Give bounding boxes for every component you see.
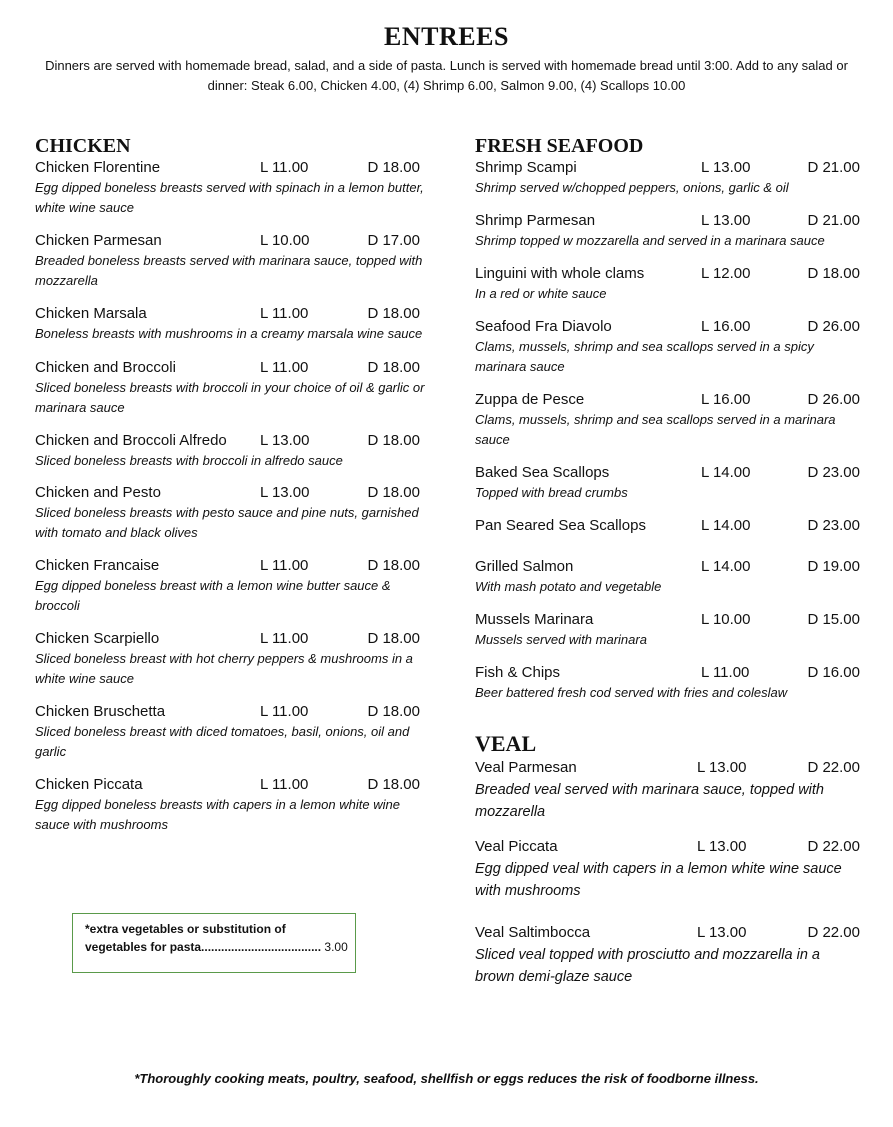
item-name: Chicken Bruschetta [35, 703, 166, 720]
item-name: Chicken Francaise [35, 557, 160, 574]
lunch-price: L 11.00 [260, 305, 309, 322]
veal-heading: VEAL [475, 731, 537, 756]
menu-item [475, 557, 870, 597]
item-name: Chicken Scarpiello [35, 630, 160, 647]
dinner-price: D 23.00 [807, 517, 860, 534]
item-description: Sliced boneless breast with hot cherry peppers & mushrooms in a white wine sauce [35, 651, 413, 686]
item-name: Baked Sea Scallops [475, 464, 610, 481]
item-description: Sliced boneless breasts with pesto sauce and pine nuts, garnished with tomato and black olives [35, 505, 419, 540]
lunch-price: L 11.00 [260, 359, 309, 376]
item-name: Chicken Florentine [35, 159, 161, 176]
lunch-price: L 11.00 [260, 630, 309, 647]
lunch-price: L 16.00 [701, 318, 751, 335]
lunch-price: L 11.00 [260, 159, 309, 176]
item-name: Veal Parmesan [475, 759, 577, 776]
lunch-price: L 10.00 [260, 232, 310, 249]
menu-item [35, 629, 430, 689]
lunch-price: L 13.00 [697, 924, 747, 941]
menu-item [475, 757, 870, 823]
item-description: Sliced boneless breast with diced tomatoes, basil, onions, oil and garlic [35, 724, 410, 759]
extra-vegetables-note [72, 913, 356, 973]
item-name: Veal Piccata [475, 838, 558, 855]
lunch-price: L 16.00 [701, 391, 751, 408]
item-description: Egg dipped veal with capers in a lemon white wine sauce with mushrooms [475, 861, 842, 899]
dinner-price: D 18.00 [807, 265, 860, 282]
menu-item [35, 231, 430, 291]
dinner-price: D 18.00 [367, 432, 420, 449]
menu-item [35, 431, 430, 471]
item-description: Mussels served with marinara [475, 632, 647, 647]
menu-item [475, 317, 870, 377]
menu-item [35, 775, 430, 835]
lunch-price: L 14.00 [701, 517, 751, 534]
item-name: Chicken and Pesto [35, 484, 161, 501]
food-safety-disclaimer: *Thoroughly cooking meats, poultry, seafood, shellfish or eggs reduces the risk of foodborne illness. [134, 1071, 759, 1086]
item-description: Sliced boneless breasts with broccoli in alfredo sauce [35, 453, 343, 468]
seafood-section [475, 134, 870, 988]
dinner-price: D 17.00 [367, 232, 420, 249]
item-description: With mash potato and vegetable [475, 579, 662, 594]
dinner-price: D 18.00 [367, 305, 420, 322]
dinner-price: D 26.00 [807, 391, 860, 408]
item-name: Grilled Salmon [475, 558, 574, 575]
chicken-section [35, 134, 430, 835]
menu-item [35, 483, 430, 543]
intro-text: Dinners are served with homemade bread, salad, and a side of pasta. Lunch is served with homemade bread until 3:00. Add to any salad or dinner: Steak 6.00, Chicken 4.00, (4) Shrimp 6.00, Salmon 9.00, (4) Scallops 10.00 [45, 58, 848, 93]
item-description: Clams, mussels, shrimp and sea scallops served in a spicy marinara sauce [475, 339, 814, 374]
lunch-price: L 12.00 [701, 265, 751, 282]
item-name: Zuppa de Pesce [475, 391, 585, 408]
dinner-price: D 18.00 [367, 703, 420, 720]
dinner-price: D 23.00 [807, 464, 860, 481]
item-name: Chicken and Broccoli [35, 359, 176, 376]
item-description: Breaded boneless breasts served with marinara sauce, topped with mozzarella [35, 253, 423, 288]
menu-item [35, 702, 430, 762]
item-description: Beer battered fresh cod served with fries and coleslaw [475, 685, 788, 700]
menu-item [475, 836, 870, 902]
chicken-heading: CHICKEN [35, 135, 131, 157]
veal-section [475, 731, 870, 988]
dinner-price: D 19.00 [807, 558, 860, 575]
lunch-price: L 13.00 [701, 159, 751, 176]
note-line-2-text: vegetables for pasta.................................... [85, 940, 322, 954]
lunch-price: L 10.00 [701, 611, 751, 628]
dinner-price: D 22.00 [807, 838, 860, 855]
menu-item [475, 264, 870, 304]
item-name: Shrimp Parmesan [475, 212, 596, 229]
dinner-price: D 22.00 [807, 924, 860, 941]
item-description: Breaded veal served with marinara sauce, topped with mozzarella [475, 782, 824, 820]
menu-item [35, 358, 430, 418]
item-description: Topped with bread crumbs [475, 485, 628, 500]
lunch-price: L 13.00 [697, 838, 747, 855]
menu-item [35, 158, 430, 218]
menu-item [35, 304, 430, 344]
lunch-price: L 11.00 [701, 664, 750, 681]
item-description: Sliced veal topped with prosciutto and mozzarella in a brown demi-glaze sauce [475, 947, 820, 985]
seafood-heading: FRESH SEAFOOD [475, 135, 644, 157]
item-description: Shrimp topped w mozzarella and served in a marinara sauce [475, 233, 825, 248]
item-name: Chicken Piccata [35, 776, 143, 793]
item-description: Egg dipped boneless breast with a lemon wine butter sauce & broccoli [35, 578, 391, 613]
lunch-price: L 11.00 [260, 776, 309, 793]
dinner-price: D 18.00 [367, 159, 420, 176]
item-name: Chicken Marsala [35, 305, 147, 322]
item-description: Clams, mussels, shrimp and sea scallops served in a marinara sauce [475, 412, 836, 447]
lunch-price: L 13.00 [260, 432, 310, 449]
page-title: ENTREES [384, 22, 509, 51]
item-description: Shrimp served w/chopped peppers, onions, garlic & oil [475, 180, 789, 195]
dinner-price: D 18.00 [367, 776, 420, 793]
dinner-price: D 26.00 [807, 318, 860, 335]
lunch-price: L 11.00 [260, 557, 309, 574]
dinner-price: D 16.00 [807, 664, 860, 681]
item-name: Shrimp Scampi [475, 159, 577, 176]
item-name: Chicken and Broccoli Alfredo [35, 432, 227, 449]
note-line-1: *extra vegetables or substitution of [85, 922, 286, 936]
note-line-2 [85, 938, 355, 956]
dinner-price: D 18.00 [367, 557, 420, 574]
item-description: Boneless breasts with mushrooms in a creamy marsala wine sauce [35, 326, 423, 341]
item-name: Veal Saltimbocca [475, 924, 591, 941]
menu-item [475, 663, 870, 703]
note-price: 3.00 [324, 940, 348, 954]
lunch-price: L 14.00 [701, 464, 751, 481]
lunch-price: L 14.00 [701, 558, 751, 575]
lunch-price: L 13.00 [701, 212, 751, 229]
item-name: Linguini with whole clams [475, 265, 645, 282]
dinner-price: D 22.00 [807, 759, 860, 776]
dinner-price: D 18.00 [367, 484, 420, 501]
item-name: Chicken Parmesan [35, 232, 162, 249]
menu-item [475, 158, 870, 198]
item-name: Seafood Fra Diavolo [475, 318, 612, 335]
menu-item [475, 390, 870, 450]
lunch-price: L 13.00 [260, 484, 310, 501]
menu-item [475, 516, 870, 536]
item-description: Egg dipped boneless breasts with capers in a lemon white wine sauce with mushrooms [35, 797, 400, 832]
lunch-price: L 11.00 [260, 703, 309, 720]
menu-item [475, 922, 870, 988]
item-description: Egg dipped boneless breasts served with spinach in a lemon butter, white wine sauce [35, 180, 424, 215]
menu-item [475, 211, 870, 251]
menu-item [475, 610, 870, 650]
dinner-price: D 15.00 [807, 611, 860, 628]
menu-item [475, 463, 870, 503]
item-name: Pan Seared Sea Scallops [475, 517, 646, 534]
menu-item [35, 556, 430, 616]
dinner-price: D 21.00 [807, 159, 860, 176]
item-name: Fish & Chips [475, 664, 561, 681]
dinner-price: D 21.00 [807, 212, 860, 229]
item-name: Mussels Marinara [475, 611, 594, 628]
dinner-price: D 18.00 [367, 630, 420, 647]
lunch-price: L 13.00 [697, 759, 747, 776]
item-description: In a red or white sauce [475, 286, 607, 301]
item-description: Sliced boneless breasts with broccoli in your choice of oil & garlic or marinara sauce [35, 380, 425, 415]
dinner-price: D 18.00 [367, 359, 420, 376]
